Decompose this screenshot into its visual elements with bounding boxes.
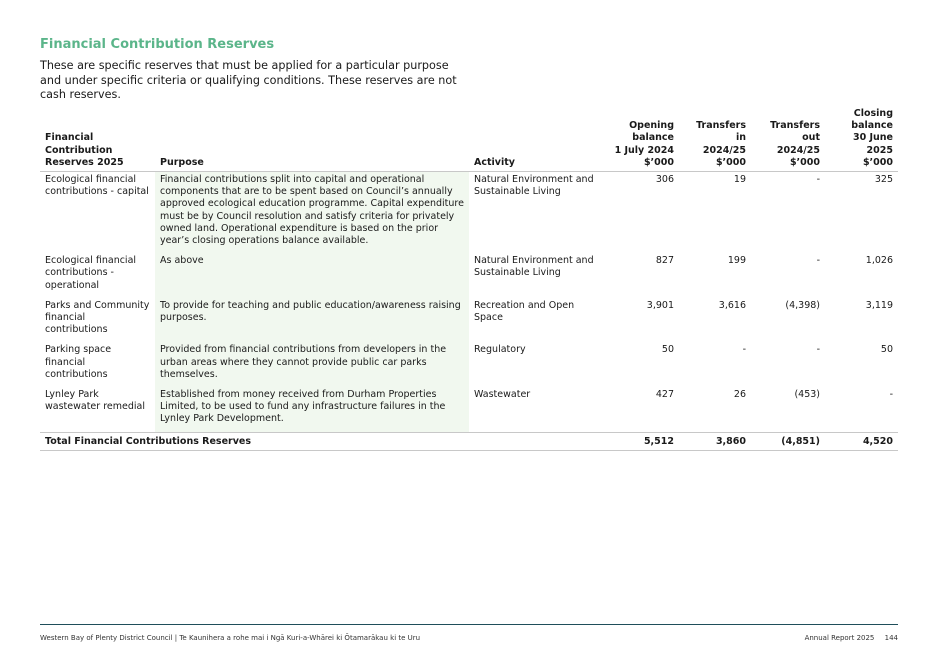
total-opening: 5,512 (609, 432, 679, 450)
footer-council-name: Western Bay of Plenty District Council | Te Kaunihera a rohe mai i Ngā Kuri-a-Whārei ki Ōtamarākau ki te Uru (40, 634, 421, 642)
header-transfers-out: Transfers out 2024/25 $’000 (751, 108, 825, 172)
opening-balance: 827 (655, 255, 674, 267)
reserve-name: Parking space financial contributions (45, 344, 112, 380)
header-purpose: Purpose (155, 108, 469, 172)
table-row (40, 342, 898, 387)
table-row (40, 172, 898, 254)
table-row (40, 298, 898, 343)
page-number: 144 (884, 634, 898, 642)
transfers-in: 19 (733, 174, 746, 186)
transfers-out: - (816, 174, 820, 186)
reserve-name: Ecological financial contributions - capital (45, 174, 149, 198)
opening-balance: 306 (655, 174, 674, 186)
transfers-out: - (816, 344, 820, 356)
reserve-purpose: Financial contributions split into capital and operational components that are to be spent based on Council’s annually approved ecological education programme. Capital expenditure must be by Council resolution and satisfy criteria for privately owned land. Operational expenditure is based on the prior year’s closing operations balance available. (155, 172, 469, 254)
header-activity: Activity (469, 108, 609, 172)
table-row (40, 253, 898, 298)
closing-balance: 50 (880, 344, 893, 356)
total-transfers-out: (4,851) (751, 432, 825, 450)
transfers-in: 3,616 (718, 299, 746, 311)
total-transfers-in: 3,860 (679, 432, 751, 450)
reserve-name: Lynley Park wastewater remedial (45, 389, 145, 413)
header-transfers-in: Transfers in 2024/25 $’000 (679, 108, 751, 172)
opening-balance: 427 (655, 389, 674, 401)
reserve-purpose: As above (155, 253, 469, 298)
reserve-name: Ecological financial contributions - operational (45, 255, 137, 291)
footer-divider (40, 624, 898, 625)
closing-balance: - (889, 389, 893, 401)
reserve-purpose: Established from money received from Durham Properties Limited, to be used to fund any infrastructure failures in the Lynley Park Development. (155, 387, 469, 432)
closing-balance: 1,026 (865, 255, 893, 267)
transfers-in: 26 (733, 389, 746, 401)
reserve-purpose: Provided from financial contributions from developers in the urban areas where they cannot provide public car parks themselves. (155, 342, 469, 387)
total-closing: 4,520 (825, 432, 898, 450)
reserve-activity: Natural Environment and Sustainable Living (474, 255, 594, 279)
reserve-activity: Wastewater (474, 389, 531, 401)
page-title: Financial Contribution Reserves (40, 37, 275, 52)
reserve-activity: Natural Environment and Sustainable Living (474, 174, 594, 198)
header-reserve: Financial Contribution Reserves 2025 (40, 108, 155, 172)
opening-balance: 3,901 (646, 299, 674, 311)
transfers-out: - (816, 255, 820, 267)
closing-balance: 3,119 (865, 299, 893, 311)
opening-balance: 50 (661, 344, 674, 356)
footer-report-info (805, 634, 898, 642)
reserve-name: Parks and Community financial contributions (45, 299, 150, 336)
reserve-activity: Recreation and Open Space (474, 299, 575, 324)
reserves-table (40, 108, 898, 451)
reserve-activity: Regulatory (474, 344, 526, 356)
transfers-in: - (742, 344, 746, 356)
transfers-in: 199 (727, 255, 746, 267)
total-label: Total Financial Contributions Reserves (40, 432, 609, 450)
transfers-out: (4,398) (785, 299, 820, 311)
header-closing: Closing balance 30 June 2025 $’000 (825, 108, 898, 172)
closing-balance: 325 (874, 174, 893, 186)
footer-report-title: Annual Report 2025 (804, 634, 875, 642)
intro-paragraph: These are specific reserves that must be applied for a particular purpose and under specific criteria or qualifying conditions. These reserves are not cash reserves. (40, 59, 457, 101)
total-row (40, 432, 898, 450)
table-header-row (40, 108, 898, 172)
reserve-purpose: To provide for teaching and public education/awareness raising purposes. (155, 298, 469, 343)
table-row (40, 387, 898, 432)
header-opening: Opening balance 1 July 2024 $’000 (609, 108, 679, 172)
transfers-out: (453) (794, 389, 820, 401)
